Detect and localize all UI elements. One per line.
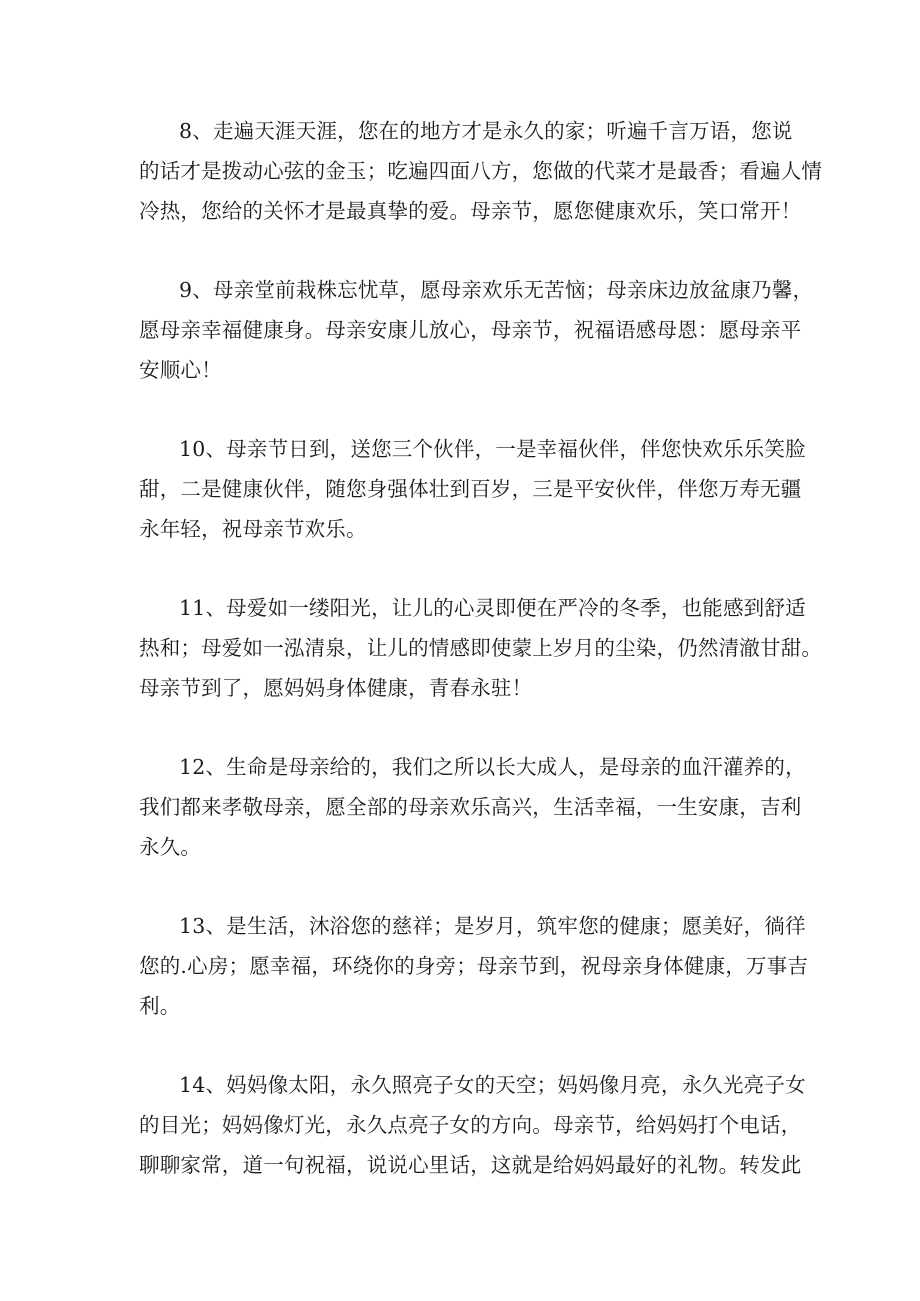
- paragraph-line: 聊聊家常，道一句祝福，说说心里话，这就是给妈妈最好的礼物。转发此: [139, 1153, 802, 1177]
- paragraph-line: 10、母亲节日到，送您三个伙伴，一是幸福伙伴，伴您快欢乐乐笑脸: [179, 437, 806, 461]
- paragraph-line: 11、母爱如一缕阳光，让儿的心灵即便在严冷的冬季，也能感到舒适: [179, 596, 806, 620]
- paragraph-line: 冷热，您给的关怀才是最真挚的爱。母亲节，愿您健康欢乐，笑口常开！: [139, 199, 802, 223]
- paragraph-line: 热和；母爱如一泓清泉，让儿的情感即使蒙上岁月的尘染，仍然清澈甘甜。: [139, 636, 823, 660]
- paragraph-line: 利。: [139, 994, 181, 1018]
- paragraph-line: 8、走遍天涯天涯，您在的地方才是永久的家；听遍千言万语，您说: [179, 119, 793, 143]
- paragraph-line: 母亲节到了，愿妈妈身体健康，青春永驻！: [139, 676, 533, 700]
- paragraph-line: 的目光；妈妈像灯光，永久点亮子女的方向。母亲节，给妈妈打个电话，: [139, 1113, 802, 1137]
- paragraph-line: 12、生命是母亲给的，我们之所以长大成人，是母亲的血汗灌养的，: [179, 755, 806, 779]
- paragraph-line: 14、妈妈像太阳，永久照亮子女的天空；妈妈像月亮，永久光亮子女: [179, 1073, 806, 1097]
- paragraph-line: 甜，二是健康伙伴，随您身强体壮到百岁，三是平安伙伴，伴您万寿无疆: [139, 477, 802, 501]
- paragraph-line: 永年轻，祝母亲节欢乐。: [139, 517, 367, 541]
- paragraph-line: 永久。: [139, 835, 202, 859]
- paragraph-line: 的话才是拨动心弦的金玉；吃遍四面八方，您做的代菜才是最香；看遍人情: [139, 159, 823, 183]
- paragraph-line: 安顺心！: [139, 358, 222, 382]
- paragraph-line: 13、是生活，沐浴您的慈祥；是岁月，筑牢您的健康；愿美好，徜徉: [179, 914, 806, 938]
- paragraph-line: 您的.心房；愿幸福，环绕你的身旁；母亲节到，祝母亲身体健康，万事吉: [139, 954, 809, 978]
- paragraph-line: 9、母亲堂前栽株忘忧草，愿母亲欢乐无苦恼；母亲床边放盆康乃馨，: [179, 278, 814, 302]
- paragraph-line: 我们都来孝敬母亲，愿全部的母亲欢乐高兴，生活幸福，一生安康，吉利: [139, 795, 802, 819]
- paragraph-line: 愿母亲幸福健康身。母亲安康儿放心，母亲节，祝福语感母恩：愿母亲平: [139, 318, 802, 342]
